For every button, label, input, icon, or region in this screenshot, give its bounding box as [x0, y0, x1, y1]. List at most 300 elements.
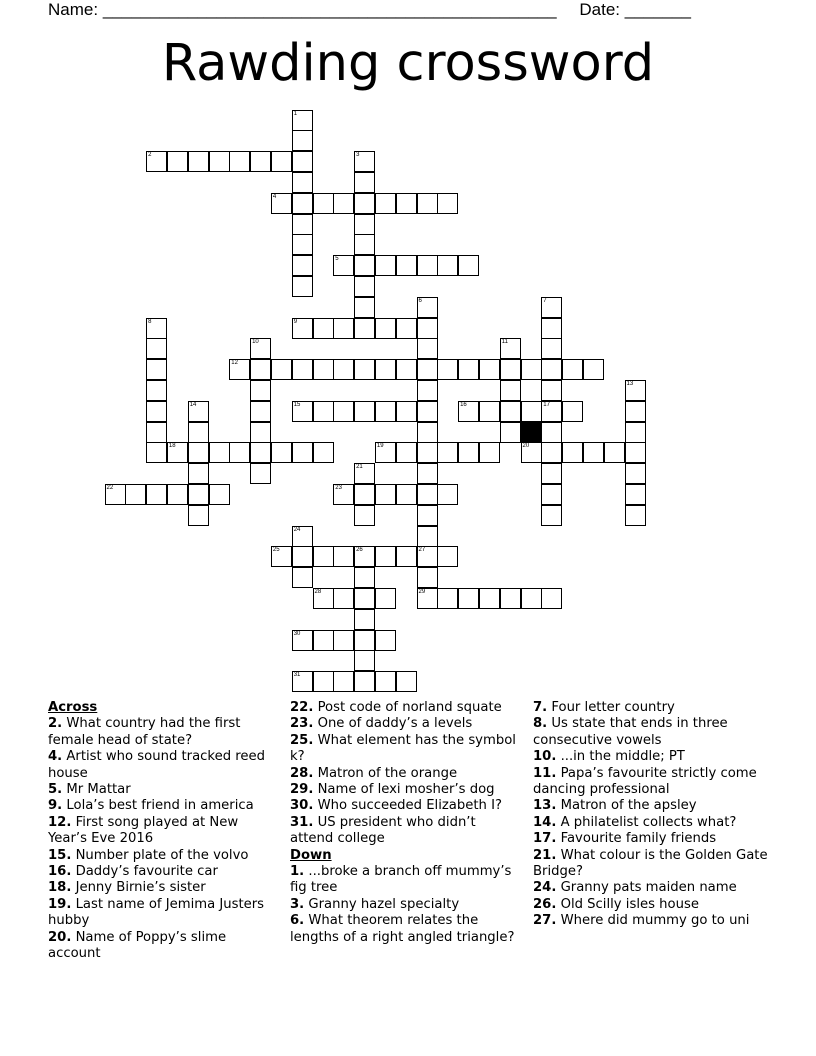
grid-cell[interactable] [354, 297, 375, 318]
cell-number: 4 [272, 193, 277, 200]
grid-cell[interactable] [562, 359, 583, 380]
cell-number: 21 [356, 464, 363, 471]
grid-cell[interactable] [417, 193, 438, 214]
clue-item [48, 848, 274, 864]
grid-cell[interactable] [250, 401, 271, 422]
grid-cell[interactable] [209, 442, 230, 463]
grid-cell[interactable] [333, 630, 354, 651]
grid-cell[interactable] [313, 671, 334, 692]
grid-cell[interactable] [375, 588, 396, 609]
grid-cell[interactable] [541, 588, 562, 609]
grid-cell[interactable] [541, 318, 562, 339]
clue-number: 24. [533, 880, 557, 896]
cell-number: 24 [293, 526, 301, 533]
grid-cell[interactable] [541, 380, 562, 401]
grid-cell[interactable] [313, 630, 334, 651]
cell-number: 2 [148, 152, 152, 159]
clue-text: Number plate of the volvo [71, 847, 249, 863]
clue-item [48, 930, 274, 963]
grid-cell[interactable] [333, 546, 354, 567]
clue-text: Papa’s favourite strictly come dancing professional [533, 765, 757, 798]
grid-cell[interactable] [458, 255, 479, 276]
clue-text: Old Scilly isles house [556, 896, 699, 912]
clue-text: ...broke a branch off mummy’s fig tree [290, 864, 512, 896]
grid-cell[interactable] [458, 359, 479, 380]
grid-cell[interactable] [188, 422, 209, 443]
grid-cell[interactable] [333, 671, 354, 692]
grid-cell[interactable] [354, 276, 375, 297]
grid-cell[interactable] [417, 588, 438, 609]
grid-cell[interactable] [437, 193, 458, 214]
grid-cell[interactable] [396, 546, 417, 567]
grid-cell[interactable] [271, 359, 292, 380]
grid-cell[interactable] [625, 463, 646, 484]
grid-cell[interactable] [146, 151, 167, 172]
clue-item [290, 864, 522, 897]
clue-item [48, 815, 274, 848]
grid-cell[interactable] [229, 151, 250, 172]
cell-number: 22 [106, 484, 114, 491]
grid-cell[interactable] [417, 463, 438, 484]
grid-cell[interactable] [146, 422, 167, 443]
grid-cell[interactable] [541, 484, 562, 505]
clue-text: Name of lexi mosher’s dog [313, 782, 495, 798]
grid-cell[interactable] [375, 484, 396, 505]
grid-cell[interactable] [417, 505, 438, 526]
grid-cell[interactable] [437, 442, 458, 463]
grid-cell[interactable] [146, 318, 167, 339]
clue-heading: Down [290, 847, 332, 863]
grid-cell[interactable] [313, 588, 334, 609]
grid-cell[interactable] [417, 546, 438, 567]
grid-cell[interactable] [417, 484, 438, 505]
clue-item [48, 897, 274, 930]
grid-cell[interactable] [521, 442, 542, 463]
grid-cell[interactable] [313, 193, 334, 214]
grid-cell[interactable] [209, 484, 230, 505]
grid-cell[interactable] [292, 214, 313, 235]
grid-cell[interactable] [167, 442, 188, 463]
grid-cell[interactable] [437, 255, 458, 276]
grid-cell[interactable] [500, 422, 521, 443]
clue-number: 12. [48, 814, 72, 830]
clue-number: 14. [533, 814, 557, 830]
name-blank: ________________________________________________ [102, 0, 557, 19]
clue-number: 31. [290, 814, 314, 830]
grid-cell[interactable] [625, 484, 646, 505]
cell-number: 26 [356, 547, 363, 554]
grid-cell[interactable] [188, 151, 209, 172]
grid-cell[interactable] [292, 526, 313, 547]
grid-cell[interactable] [396, 401, 417, 422]
clue-number: 9. [48, 798, 63, 814]
clue-number: 8. [533, 716, 548, 732]
grid-cell[interactable] [396, 671, 417, 692]
grid-cell[interactable] [354, 401, 375, 422]
grid-cell[interactable] [500, 588, 521, 609]
clue-text: First song played at New Year’s Eve 2016 [48, 814, 239, 847]
grid-cell[interactable] [375, 401, 396, 422]
date-blank: _______ [624, 0, 691, 19]
clue-item [533, 848, 773, 881]
clue-item [48, 798, 274, 814]
grid-cell[interactable] [292, 401, 313, 422]
cell-number: 29 [418, 588, 426, 595]
clue-number: 5. [48, 782, 63, 798]
grid-cell[interactable] [479, 401, 500, 422]
clue-number: 4. [48, 749, 63, 765]
clue-number: 22. [290, 700, 314, 715]
grid-cell[interactable] [375, 359, 396, 380]
grid-cell[interactable] [292, 567, 313, 588]
clue-text: Artist who sound tracked reed house [48, 749, 266, 781]
clue-item [533, 700, 773, 716]
grid-cell[interactable] [250, 380, 271, 401]
clue-text: Mr Mattar [62, 782, 131, 798]
grid-cell[interactable] [188, 463, 209, 484]
grid-cell[interactable] [479, 359, 500, 380]
clue-item [48, 782, 274, 798]
clue-number: 17. [533, 831, 557, 847]
clue-number: 11. [533, 765, 557, 781]
grid-cell[interactable] [313, 359, 334, 380]
clue-item [533, 815, 773, 831]
cell-number: 18 [168, 443, 176, 450]
grid-cell[interactable] [437, 588, 458, 609]
grid-cell[interactable] [250, 338, 271, 359]
grid-cell[interactable] [333, 484, 354, 505]
grid-cell[interactable] [375, 671, 396, 692]
grid-cell[interactable] [417, 567, 438, 588]
grid-cell[interactable] [354, 172, 375, 193]
clue-text: Who succeeded Elizabeth I? [313, 798, 502, 814]
grid-cell[interactable] [146, 338, 167, 359]
grid-cell[interactable] [146, 484, 167, 505]
clue-item [533, 897, 773, 913]
grid-cell[interactable] [354, 318, 375, 339]
grid-cell[interactable] [354, 255, 375, 276]
grid-cell[interactable] [229, 359, 250, 380]
grid-cell[interactable] [417, 338, 438, 359]
clue-number: 23. [290, 716, 314, 732]
grid-cell[interactable] [146, 380, 167, 401]
grid-cell[interactable] [354, 214, 375, 235]
clue-item [48, 880, 274, 896]
grid-cell[interactable] [417, 442, 438, 463]
clue-text: Granny pats maiden name [556, 880, 737, 896]
grid-cell[interactable] [333, 255, 354, 276]
grid-cell[interactable] [333, 588, 354, 609]
grid-cell[interactable] [292, 130, 313, 151]
clue-item [48, 864, 274, 880]
grid-cell[interactable] [354, 193, 375, 214]
cell-number: 23 [335, 484, 342, 491]
grid-cell[interactable] [333, 193, 354, 214]
grid-cell[interactable] [437, 359, 458, 380]
clue-item [290, 766, 522, 782]
clue-item [290, 782, 522, 798]
grid-cell[interactable] [292, 318, 313, 339]
cell-number: 10 [252, 339, 259, 346]
grid-cell[interactable] [292, 276, 313, 297]
grid-cell[interactable] [458, 442, 479, 463]
grid-cell[interactable] [292, 442, 313, 463]
grid-cell[interactable] [541, 505, 562, 526]
grid-cell[interactable] [375, 630, 396, 651]
clue-number: 21. [533, 847, 557, 863]
grid-cell[interactable] [292, 193, 313, 214]
clue-number: 26. [533, 896, 557, 912]
clue-item [290, 897, 522, 913]
clue-number: 28. [290, 765, 314, 781]
grid-cell[interactable] [479, 588, 500, 609]
grid-cell[interactable] [333, 318, 354, 339]
grid-cell[interactable] [229, 442, 250, 463]
grid-cell[interactable] [437, 546, 458, 567]
grid-cell[interactable] [271, 193, 292, 214]
grid-cell[interactable] [562, 401, 583, 422]
grid-cell[interactable] [479, 442, 500, 463]
clue-text: Post code of norland squate [313, 700, 502, 715]
grid-cell[interactable] [541, 401, 562, 422]
clue-number: 20. [48, 929, 72, 945]
grid-cell[interactable] [521, 359, 542, 380]
grid-cell[interactable] [146, 359, 167, 380]
grid-cell[interactable] [375, 318, 396, 339]
clue-item [290, 700, 522, 716]
grid-cell[interactable] [458, 588, 479, 609]
cell-number: 12 [231, 360, 238, 367]
clue-text: What element has the symbol k? [290, 732, 516, 765]
clue-text: Matron of the apsley [556, 798, 697, 814]
clue-text: Granny hazel specialty [304, 896, 460, 912]
grid-cell[interactable] [375, 442, 396, 463]
grid-cell[interactable] [292, 151, 313, 172]
clue-item [533, 880, 773, 896]
grid-cell[interactable] [583, 359, 604, 380]
clue-text: Favourite family friends [556, 831, 717, 847]
cell-number: 17 [543, 401, 550, 408]
clue-text: Where did mummy go to uni [556, 913, 750, 929]
grid-cell[interactable] [417, 422, 438, 443]
cell-number: 9 [293, 318, 298, 325]
grid-cell[interactable] [417, 526, 438, 547]
grid-cell[interactable] [625, 380, 646, 401]
clue-number: 1. [290, 864, 305, 880]
grid-cell[interactable] [188, 505, 209, 526]
grid-cell[interactable] [541, 442, 562, 463]
clue-item [290, 798, 522, 814]
grid-cell[interactable] [354, 505, 375, 526]
grid-cell[interactable] [354, 484, 375, 505]
clue-number: 19. [48, 896, 72, 912]
grid-cell[interactable] [313, 318, 334, 339]
grid-cell[interactable] [625, 401, 646, 422]
grid-cell[interactable] [354, 671, 375, 692]
grid-cell[interactable] [604, 442, 625, 463]
grid-cell[interactable] [188, 442, 209, 463]
grid-cell[interactable] [105, 484, 126, 505]
grid-cell[interactable] [458, 401, 479, 422]
grid-cell[interactable] [167, 151, 188, 172]
clue-text: ...in the middle; PT [556, 749, 685, 765]
grid-cell[interactable] [271, 151, 292, 172]
grid-cell[interactable] [562, 442, 583, 463]
grid-cell[interactable] [292, 546, 313, 567]
grid-cell[interactable] [396, 255, 417, 276]
clue-text: What theorem relates the lengths of a right angled triangle? [290, 913, 515, 945]
grid-cell[interactable] [146, 442, 167, 463]
grid-cell[interactable] [354, 588, 375, 609]
cell-number: 16 [460, 401, 467, 408]
grid-cell[interactable] [375, 255, 396, 276]
clue-text: Name of Poppy’s slime account [48, 929, 227, 962]
clue-item [533, 913, 773, 929]
grid-cell[interactable] [250, 151, 271, 172]
cell-number: 27 [418, 547, 426, 554]
grid-cell[interactable] [625, 505, 646, 526]
grid-cell[interactable] [521, 588, 542, 609]
clue-number: 16. [48, 864, 72, 880]
clue-column-3 [533, 700, 773, 930]
grid-cell[interactable] [333, 359, 354, 380]
grid-cell[interactable] [521, 401, 542, 422]
grid-cell[interactable] [354, 567, 375, 588]
grid-cell[interactable] [313, 442, 334, 463]
clue-heading: Across [48, 700, 98, 715]
grid-cell[interactable] [625, 422, 646, 443]
cell-number: 8 [148, 318, 152, 325]
cell-number: 15 [293, 401, 301, 408]
grid-cell[interactable] [250, 442, 271, 463]
grid-cell[interactable] [292, 110, 313, 131]
grid-cell[interactable] [354, 234, 375, 255]
grid-cell[interactable] [250, 422, 271, 443]
grid-cell[interactable] [417, 380, 438, 401]
grid-cell[interactable] [396, 318, 417, 339]
cell-number: 3 [356, 152, 360, 159]
grid-cell[interactable] [541, 463, 562, 484]
grid-cell[interactable] [396, 442, 417, 463]
grid-cell[interactable] [354, 609, 375, 630]
clue-number: 2. [48, 716, 63, 732]
grid-cell[interactable] [500, 380, 521, 401]
clue-item [48, 749, 274, 782]
grid-cell[interactable] [292, 630, 313, 651]
clue-number: 7. [533, 700, 548, 715]
grid-cell[interactable] [313, 546, 334, 567]
grid-cell[interactable] [292, 671, 313, 692]
grid-cell[interactable] [292, 172, 313, 193]
grid-cell[interactable] [500, 359, 521, 380]
grid-cell[interactable] [354, 151, 375, 172]
grid-cell[interactable] [375, 546, 396, 567]
grid-cell[interactable] [146, 401, 167, 422]
grid-cell[interactable] [292, 234, 313, 255]
grid-cell[interactable] [541, 297, 562, 318]
clue-text: US president who didn’t attend college [290, 814, 476, 847]
clue-column-1 [48, 700, 274, 963]
grid-cell[interactable] [354, 650, 375, 671]
clue-item [533, 798, 773, 814]
grid-cell[interactable] [250, 359, 271, 380]
clue-item [533, 831, 773, 847]
grid-cell[interactable] [292, 359, 313, 380]
grid-cell[interactable] [541, 359, 562, 380]
grid-cell[interactable] [250, 463, 271, 484]
cell-number: 28 [314, 588, 322, 595]
clue-item [290, 913, 522, 946]
clue-text: One of daddy’s a levels [313, 716, 473, 732]
grid-cell[interactable] [354, 359, 375, 380]
grid-cell[interactable] [354, 546, 375, 567]
clue-item [290, 716, 522, 732]
clue-text: Lola’s best friend in america [62, 798, 254, 814]
cell-number: 6 [418, 297, 422, 304]
clue-item [533, 766, 773, 799]
grid-cell[interactable] [188, 484, 209, 505]
grid-cell[interactable] [313, 401, 334, 422]
clue-number: 10. [533, 749, 557, 765]
grid-cell[interactable] [417, 255, 438, 276]
grid-cell[interactable] [500, 338, 521, 359]
grid-cell[interactable] [437, 484, 458, 505]
clue-number: 6. [290, 913, 305, 929]
clue-text: Jenny Birnie’s sister [71, 880, 206, 896]
clue-number: 25. [290, 732, 314, 748]
clue-column-2 [290, 700, 522, 946]
grid-cell[interactable] [417, 297, 438, 318]
clue-number: 30. [290, 798, 314, 814]
clue-item [533, 749, 773, 765]
clue-text: Us state that ends in three consecutive vowels [533, 716, 728, 748]
grid-cell[interactable] [375, 193, 396, 214]
grid-cell[interactable] [541, 422, 562, 443]
grid-cell[interactable] [354, 630, 375, 651]
clue-item [48, 716, 274, 749]
grid-cell[interactable] [500, 401, 521, 422]
clue-number: 27. [533, 913, 557, 929]
grid-cell[interactable] [396, 359, 417, 380]
cell-number: 20 [522, 443, 530, 450]
grid-cell[interactable] [417, 359, 438, 380]
grid-cell[interactable] [271, 442, 292, 463]
grid-cell[interactable] [125, 484, 146, 505]
grid-cell[interactable] [625, 442, 646, 463]
grid-cell[interactable] [583, 442, 604, 463]
date-label: Date: [579, 0, 621, 19]
cell-number: 7 [543, 297, 547, 304]
clue-item [533, 716, 773, 749]
cell-number: 1 [293, 110, 298, 117]
cell-number: 30 [293, 630, 301, 637]
grid-cell[interactable] [541, 338, 562, 359]
clue-number: 18. [48, 880, 72, 896]
grid-cell[interactable] [417, 318, 438, 339]
grid-cell[interactable] [167, 484, 188, 505]
grid-cell[interactable] [292, 255, 313, 276]
grid-cell[interactable] [333, 401, 354, 422]
black-square [521, 422, 542, 443]
grid-cell[interactable] [271, 546, 292, 567]
grid-cell[interactable] [396, 484, 417, 505]
clue-number: 3. [290, 896, 305, 912]
grid-cell[interactable] [354, 463, 375, 484]
grid-cell[interactable] [417, 401, 438, 422]
grid-cell[interactable] [188, 401, 209, 422]
grid-cell[interactable] [209, 151, 230, 172]
grid-cell[interactable] [396, 193, 417, 214]
